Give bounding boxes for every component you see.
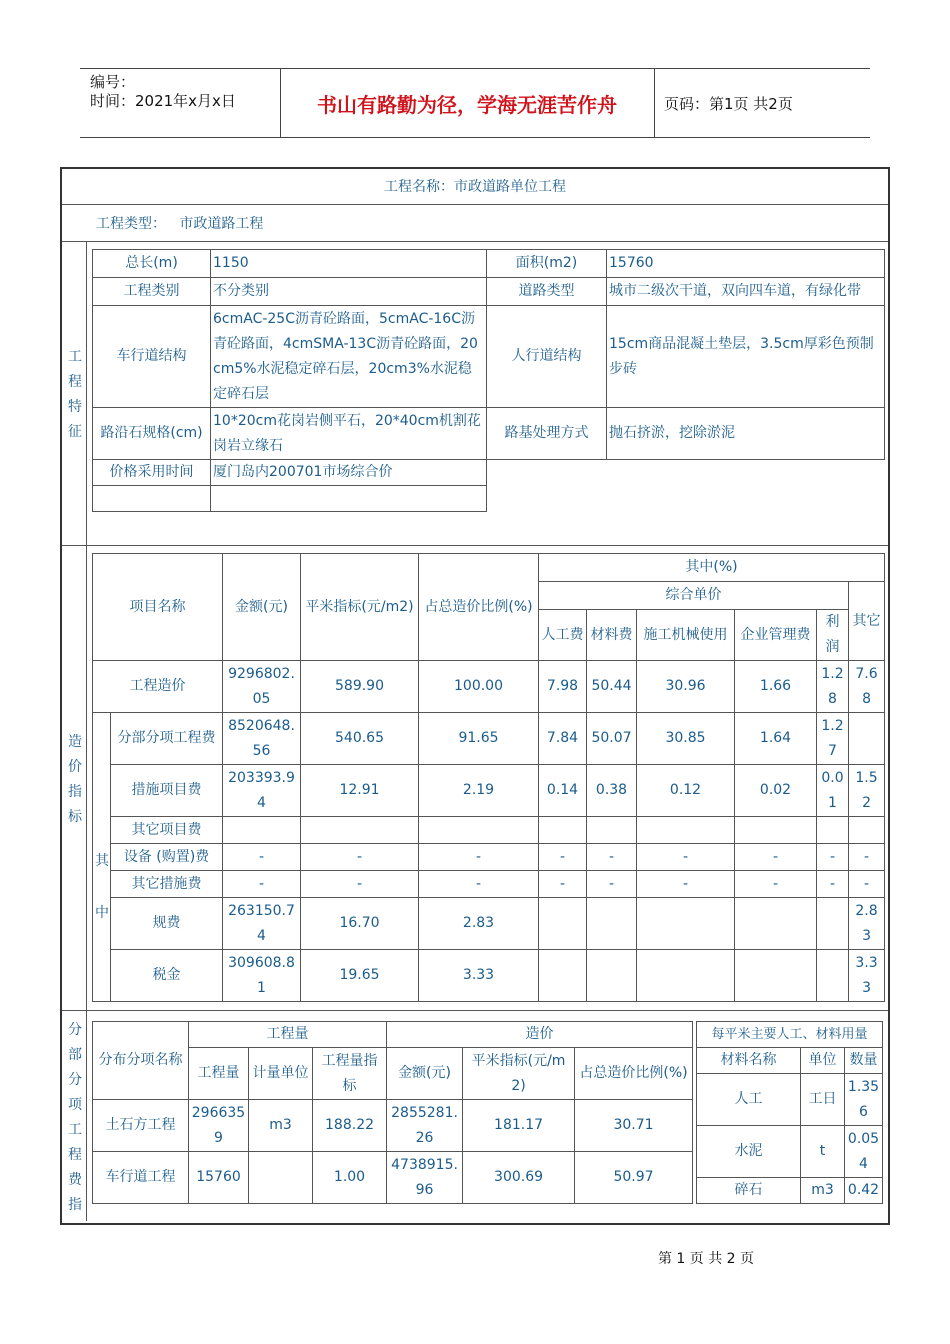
cell-machine: 0.12: [637, 765, 735, 817]
cell-labor: 7.84: [539, 713, 587, 765]
cell-amount: -: [223, 871, 301, 898]
d-h-name: 分布分项名称: [93, 1022, 189, 1100]
cell-ratio: 50.97: [575, 1152, 693, 1204]
cell-per-sqm: 589.90: [301, 661, 419, 713]
d-h-amount: 金额(元): [387, 1048, 463, 1100]
cell-machine: -: [637, 871, 735, 898]
table-row: [93, 817, 885, 844]
cell-name: 税金: [111, 950, 223, 1002]
h-ratio: 占总造价比例(%): [419, 554, 539, 661]
cell-amount: [223, 817, 301, 844]
curb-label: 路沿石规格(cm): [93, 408, 211, 460]
cell-profit: 1.27: [817, 713, 849, 765]
cell-qty: 1.356: [845, 1074, 883, 1126]
cell-unit: m3: [249, 1100, 313, 1152]
h-amount: 金额(元): [223, 554, 301, 661]
curb: 10*20cm花岗岩侧平石，20*40cm机割花岗岩立缘石: [211, 408, 487, 460]
cost-side-label: 造价指标: [68, 734, 82, 825]
table-row: [93, 713, 885, 765]
cell-name: 设备 (购置)费: [111, 844, 223, 871]
cell-name: 分部分项工程费: [111, 713, 223, 765]
cell-mgmt: [735, 898, 817, 950]
table-row: [93, 765, 885, 817]
cell-unit: t: [801, 1126, 845, 1178]
cell-mgmt: -: [735, 844, 817, 871]
table-row: [93, 1100, 693, 1152]
cell-labor: -: [539, 844, 587, 871]
project-type: 工程类型： 市政道路工程: [96, 216, 264, 232]
page-label: 页码：第1页 共2页: [664, 95, 793, 113]
cell-profit: 1.28: [817, 661, 849, 713]
total-length: 1150: [211, 250, 487, 278]
h-profit: 利润: [817, 610, 849, 661]
lane-struct-label: 车行道结构: [93, 306, 211, 408]
cell-labor: 0.14: [539, 765, 587, 817]
cell-per-sqm: 19.65: [301, 950, 419, 1002]
subgrade: 抛石挤淤，挖除淤泥: [607, 408, 885, 460]
cell-per-sqm: [301, 817, 419, 844]
cell-amount: 263150.74: [223, 898, 301, 950]
cell-profit: 0.01: [817, 765, 849, 817]
header-divider-left: [280, 69, 281, 137]
road-type-label: 道路类型: [487, 278, 607, 306]
price-time-label: 价格采用时间: [93, 460, 211, 486]
sub-side-label: 其中: [93, 713, 111, 1002]
cell-amount: 9296802.05: [223, 661, 301, 713]
d-h-per-sqm: 平米指标(元/m2): [463, 1048, 575, 1100]
cell-machine: 30.96: [637, 661, 735, 713]
area: 15760: [607, 250, 885, 278]
d-h-qty-index: 工程量指标: [313, 1048, 387, 1100]
h-labor: 人工费: [539, 610, 587, 661]
cell-mgmt: 1.66: [735, 661, 817, 713]
cost-table: [92, 553, 885, 1002]
cell-amount: 8520648.56: [223, 713, 301, 765]
table-row: [93, 950, 885, 1002]
cell-material: [587, 898, 637, 950]
cell-name: 碎石: [697, 1178, 801, 1204]
time-label: 时间：2021年x月x日: [90, 92, 236, 110]
eng-category: 不分类别: [211, 278, 487, 306]
cell-material: 50.44: [587, 661, 637, 713]
division-side-label: 分部分项工程费指: [68, 1022, 82, 1213]
h-of-which: 其中(%): [539, 554, 885, 582]
cell-machine: 30.85: [637, 713, 735, 765]
cell-per-sqm: -: [301, 844, 419, 871]
table-row: [93, 844, 885, 871]
m-h-name: 材料名称: [697, 1048, 801, 1074]
cell-labor: 7.98: [539, 661, 587, 713]
footer-page: 第 1 页 共 2 页: [657, 1251, 755, 1267]
cell-ratio: [419, 817, 539, 844]
cell-other: 2.83: [849, 898, 885, 950]
cell-mgmt: -: [735, 871, 817, 898]
cell-mgmt: 0.02: [735, 765, 817, 817]
table-row: [93, 1152, 693, 1204]
total-length-label: 总长(m): [93, 250, 211, 278]
number-label: 编号：: [90, 73, 136, 91]
divider-cost: [62, 1010, 888, 1011]
m-h-qty: 数量: [845, 1048, 883, 1074]
cell-other: 7.68: [849, 661, 885, 713]
cell-amount: 309608.81: [223, 950, 301, 1002]
cell-amount: 2855281.26: [387, 1100, 463, 1152]
divider-type: [62, 241, 888, 242]
cell-name: 水泥: [697, 1126, 801, 1178]
cell-qty: 0.054: [845, 1126, 883, 1178]
cell-ratio: 100.00: [419, 661, 539, 713]
cell-qty: 15760: [189, 1152, 249, 1204]
m-h-unit: 单位: [801, 1048, 845, 1074]
cell-ratio: 91.65: [419, 713, 539, 765]
cell-name: 工程造价: [93, 661, 223, 713]
cell-other: [849, 713, 885, 765]
features-side-label: 工程特征: [68, 349, 82, 440]
subgrade-label: 路基处理方式: [487, 408, 607, 460]
d-h-qty: 工程量: [189, 1048, 249, 1100]
d-h-cost-group: 造价: [387, 1022, 693, 1048]
cell-machine: [637, 817, 735, 844]
cell-other: 3.33: [849, 950, 885, 1002]
cell-ratio: 2.83: [419, 898, 539, 950]
cell-per-sqm: 12.91: [301, 765, 419, 817]
cell-name: 其它措施费: [111, 871, 223, 898]
cell-amount: 4738915.96: [387, 1152, 463, 1204]
features-table: [92, 249, 885, 512]
cell-amount: -: [223, 844, 301, 871]
cell-material: [587, 817, 637, 844]
page-header: [80, 68, 870, 138]
cell-material: [587, 950, 637, 1002]
cell-other: -: [849, 844, 885, 871]
h-other: 其它: [849, 582, 885, 661]
price-time: 厦门岛内200701市场综合价: [211, 460, 487, 486]
cell-name: 车行道工程: [93, 1152, 189, 1204]
cell-unit: m3: [801, 1178, 845, 1204]
cell-qty: 2966359: [189, 1100, 249, 1152]
d-h-qty-group: 工程量: [189, 1022, 387, 1048]
cell-name: 人工: [697, 1074, 801, 1126]
sidewalk: 15cm商品混凝土垫层，3.5cm厚彩色预制步砖: [607, 306, 885, 408]
cell-material: 0.38: [587, 765, 637, 817]
cell-qty: 0.42: [845, 1178, 883, 1204]
cell-mgmt: 1.64: [735, 713, 817, 765]
cell-mgmt: [735, 817, 817, 844]
cell-labor: [539, 898, 587, 950]
cell-labor: [539, 950, 587, 1002]
materials-title: 每平米主要人工、材料用量: [697, 1022, 883, 1048]
cell-other: -: [849, 871, 885, 898]
table-row: [93, 661, 885, 713]
table-row: [697, 1178, 883, 1204]
h-name: 项目名称: [93, 554, 223, 661]
cell-other: [849, 817, 885, 844]
h-mgmt: 企业管理费: [735, 610, 817, 661]
h-per-sqm: 平米指标(元/m2): [301, 554, 419, 661]
cell-per-sqm: -: [301, 871, 419, 898]
h-material: 材料费: [587, 610, 637, 661]
cell-per-sqm: 300.69: [463, 1152, 575, 1204]
cell-name: 措施项目费: [111, 765, 223, 817]
cell-machine: -: [637, 844, 735, 871]
cell-material: -: [587, 871, 637, 898]
division-table: [92, 1021, 693, 1204]
cell-name: 规费: [111, 898, 223, 950]
cell-ratio: 30.71: [575, 1100, 693, 1152]
cell-profit: [817, 950, 849, 1002]
cell-qty-index: 188.22: [313, 1100, 387, 1152]
header-divider-right: [654, 69, 655, 137]
cell-ratio: 2.19: [419, 765, 539, 817]
eng-category-label: 工程类别: [93, 278, 211, 306]
cell-name: 土石方工程: [93, 1100, 189, 1152]
table-row: [93, 871, 885, 898]
cell-material: -: [587, 844, 637, 871]
cell-name: 其它项目费: [111, 817, 223, 844]
cell-mgmt: [735, 950, 817, 1002]
cell-ratio: -: [419, 844, 539, 871]
cell-ratio: 3.33: [419, 950, 539, 1002]
cell-profit: [817, 898, 849, 950]
cell-qty-index: 1.00: [313, 1152, 387, 1204]
cell-profit: -: [817, 871, 849, 898]
cell-machine: [637, 898, 735, 950]
cell-other: 1.52: [849, 765, 885, 817]
cell-per-sqm: 540.65: [301, 713, 419, 765]
cell-ratio: -: [419, 871, 539, 898]
cell-amount: 203393.94: [223, 765, 301, 817]
road-type: 城市二级次干道，双向四车道，有绿化带: [607, 278, 885, 306]
divider-features: [62, 545, 888, 546]
h-machine: 施工机械使用: [637, 610, 735, 661]
motto: 书山有路勤为径，学海无涯苦作舟: [317, 93, 617, 117]
cell-profit: [817, 817, 849, 844]
cell-unit: [249, 1152, 313, 1204]
area-label: 面积(m2): [487, 250, 607, 278]
table-row: [93, 898, 885, 950]
cell-labor: [539, 817, 587, 844]
cell-per-sqm: 181.17: [463, 1100, 575, 1152]
sidewalk-label: 人行道结构: [487, 306, 607, 408]
cell-material: 50.07: [587, 713, 637, 765]
cell-per-sqm: 16.70: [301, 898, 419, 950]
cell-profit: -: [817, 844, 849, 871]
cell-machine: [637, 950, 735, 1002]
table-row: [697, 1074, 883, 1126]
lane-struct: 6cmAC-25C沥青砼路面，5cmAC-16C沥青砼路面，4cmSMA-13C沥青砼路面，20cm5%水泥稳定碎石层，20cm3%水泥稳定碎石层: [211, 306, 487, 408]
d-h-ratio: 占总造价比例(%): [575, 1048, 693, 1100]
h-unit-price: 综合单价: [539, 582, 849, 610]
materials-table: [696, 1021, 883, 1204]
d-h-unit: 计量单位: [249, 1048, 313, 1100]
table-row: [697, 1126, 883, 1178]
cell-labor: -: [539, 871, 587, 898]
project-name: 工程名称：市政道路单位工程: [62, 170, 888, 205]
cell-unit: 工日: [801, 1074, 845, 1126]
header-left: [90, 73, 280, 111]
